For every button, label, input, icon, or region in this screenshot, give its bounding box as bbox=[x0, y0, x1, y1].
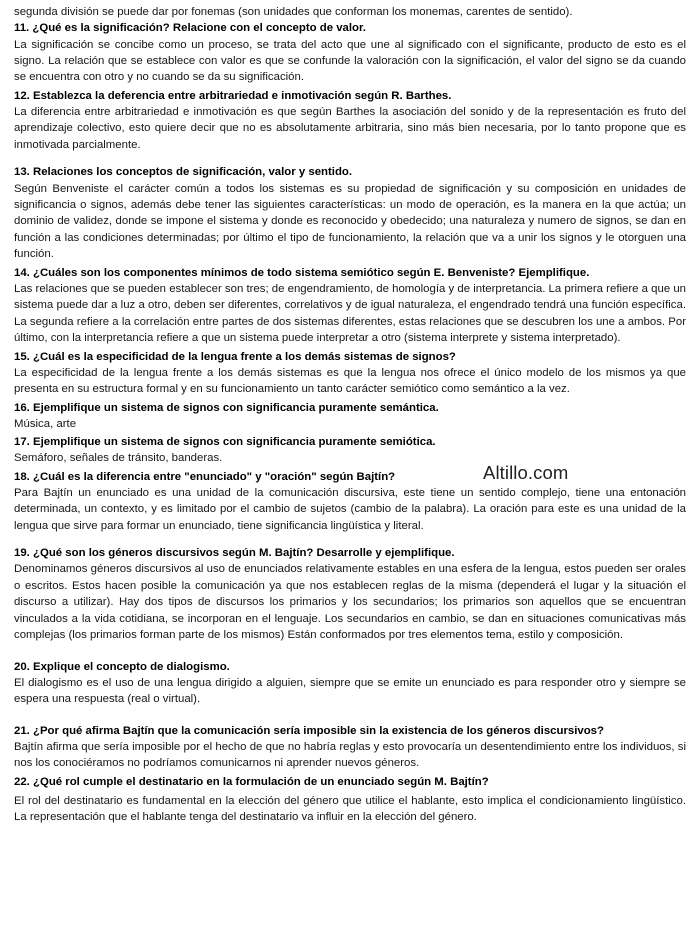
spacer bbox=[14, 710, 686, 723]
qa-block-21 bbox=[14, 723, 686, 772]
qa-block-18 bbox=[14, 469, 686, 534]
qa-block-16 bbox=[14, 400, 686, 433]
qa-block-12 bbox=[14, 88, 686, 153]
question-text: 16. Ejemplifique un sistema de signos con significancia puramente semántica. bbox=[14, 401, 439, 414]
answer-text: La significación se concibe como un proceso, se trata del acto que une al significado con el significante, producto de esto es el signo. La relación que se establece con valor es que se confunde la valoración con la significación, el valor del signo se da cuando se encuentra con otro y no cuando se da su significación. bbox=[14, 38, 686, 84]
answer-text: El rol del destinatario es fundamental en la elección del género que utilice el hablante, esto implica el condicionamiento lingüístico. La representación que el hablante tenga del destinatario va influir en la elección del género. bbox=[14, 794, 686, 824]
answer-text: Para Bajtín un enunciado es una unidad de la comunicación discursiva, este tiene un sentido complejo, tiene una entonación determinada, un contexto, y es limitado por el cambio de sujetos (cambio de la palabra). La oración para este es una unidad de la lengua que sirve para formar un enunciado, tiene significancia lingüística y literal. bbox=[14, 486, 686, 532]
question-text: 17. Ejemplifique un sistema de signos con significancia puramente semiótica. bbox=[14, 436, 436, 449]
answer-text: Según Benveniste el carácter común a todos los sistemas es su propiedad de significación y su composición en unidades de significancia o signos, además debe tener las siguientes características: un modo de operación, es la manera en la que actúa; un dominio de validez, donde se impone el sistema y donde es reconocido y obedecido; una naturaleza y numero de signos, se dan en función a las condiciones determinadas; por último el tipo de funcionamiento, la relación que va a unir los signos y le otorguen una función. bbox=[14, 182, 686, 261]
qa-block-17 bbox=[14, 434, 686, 467]
qa-block-20 bbox=[14, 659, 686, 708]
qa-block-19 bbox=[14, 545, 686, 643]
question-text: 19. ¿Qué son los géneros discursivos según M. Bajtín? Desarrolle y ejemplifique. bbox=[14, 547, 455, 560]
qa-block-14 bbox=[14, 265, 686, 347]
qa-block-22 bbox=[14, 774, 686, 826]
question-text: 22. ¿Qué rol cumple el destinatario en la formulación de un enunciado según M. Bajtín? bbox=[14, 775, 489, 788]
answer-text: Denominamos géneros discursivos al uso de enunciados relativamente estables en una esfera de la lengua, estos pueden ser orales o escritos. Estos hacen posible la comunicación ya que nos establecen reglas de la misma (dependerá el lugar y la situación el discurso a utilizar). Hay dos tipos de discursos los primarios y los secundarios; los primarios son aquellos que se encuentran vinculados a la vida cotidiana, se incorporan en el lenguaje. Los secundarios en cambio, se dan en situaciones comunicativas más complejas (los primarios forman parte de los mismos) Están conformados por tres elementos tema, estilo y composición. bbox=[14, 563, 686, 642]
top-fragment-text: segunda división se puede dar por fonemas (son unidades que conforman los monemas, carentes de sentido). bbox=[14, 6, 573, 18]
qa-block-11 bbox=[14, 20, 686, 85]
answer-text: Semáforo, señales de tránsito, banderas. bbox=[14, 452, 223, 465]
question-text: 21. ¿Por qué afirma Bajtín que la comunicación sería imposible sin la existencia de los géneros discursivos? bbox=[14, 724, 604, 737]
answer-text: La diferencia entre arbitrariedad e inmotivación es que según Barthes la asociación del sonido y de la representación es fruto del aprendizaje colectivo, esto quiere decir que no es absolutamente arbitraria, sino más bien necesaria, por lo tanto propone que es inmotivada parcialmente. bbox=[14, 106, 686, 151]
spacer bbox=[14, 536, 686, 545]
answer-text: Las relaciones que se pueden establecer son tres; de engendramiento, de homología y de interpretancia. La primera refiere a que un sistema puede dar a luz a otro, deben ser diferentes, correlativos y de igual naturaleza, el engendrado tendrá una función específica. La segunda refiere a la correlación entre partes de dos sistemas diferentes, estas relaciones que se descubren los une a ambos. Por último, con la interpretancia refiere a que un sistema puede interpretar a otro (sistema interprete y sistema interpretado). bbox=[14, 282, 686, 345]
qa-block-15 bbox=[14, 349, 686, 398]
qa-block-13 bbox=[14, 164, 686, 262]
question-text: 11. ¿Qué es la significación? Relacione con el concepto de valor. bbox=[14, 22, 366, 35]
watermark-altillo: Altillo.com bbox=[483, 462, 569, 483]
question-text: 20. Explique el concepto de dialogismo. bbox=[14, 660, 230, 673]
answer-text: Bajtín afirma que sería imposible por el hecho de que no habría reglas y esto provocaría un desentendimiento entre los individuos, si nos los conociéramos no podríamos comunicarnos ni aprender nuevos géneros. bbox=[14, 740, 686, 770]
question-text: 15. ¿Cuál es la especificidad de la lengua frente a los demás sistemas de signos? bbox=[14, 350, 456, 363]
answer-text: Música, arte bbox=[14, 417, 77, 430]
question-text: 13. Relaciones los conceptos de significación, valor y sentido. bbox=[14, 166, 353, 179]
answer-text: El dialogismo es el uso de una lengua dirigido a alguien, siempre que se emite un enunciado es para responder otro y siempre se espera una respuesta (real o virtual). bbox=[14, 676, 686, 706]
question-text: 14. ¿Cuáles son los componentes mínimos de todo sistema semiótico según E. Benveniste? Ejemplifique. bbox=[14, 266, 590, 279]
question-text: 12. Establezca la deferencia entre arbitrariedad e inmotivación según R. Barthes. bbox=[14, 89, 452, 102]
answer-text: La especificidad de la lengua frente a los demás sistemas es que la lengua nos ofrece el único modelo de los mismos ya que presenta en su estructura formal y en su funcionamiento un tanto carácter semiótico como semántico a la vez. bbox=[14, 366, 686, 396]
spacer bbox=[14, 155, 686, 164]
spacer bbox=[14, 646, 686, 659]
question-text: 18. ¿Cuál es la diferencia entre "enunciado" y "oración" según Bajtín? bbox=[14, 470, 396, 483]
